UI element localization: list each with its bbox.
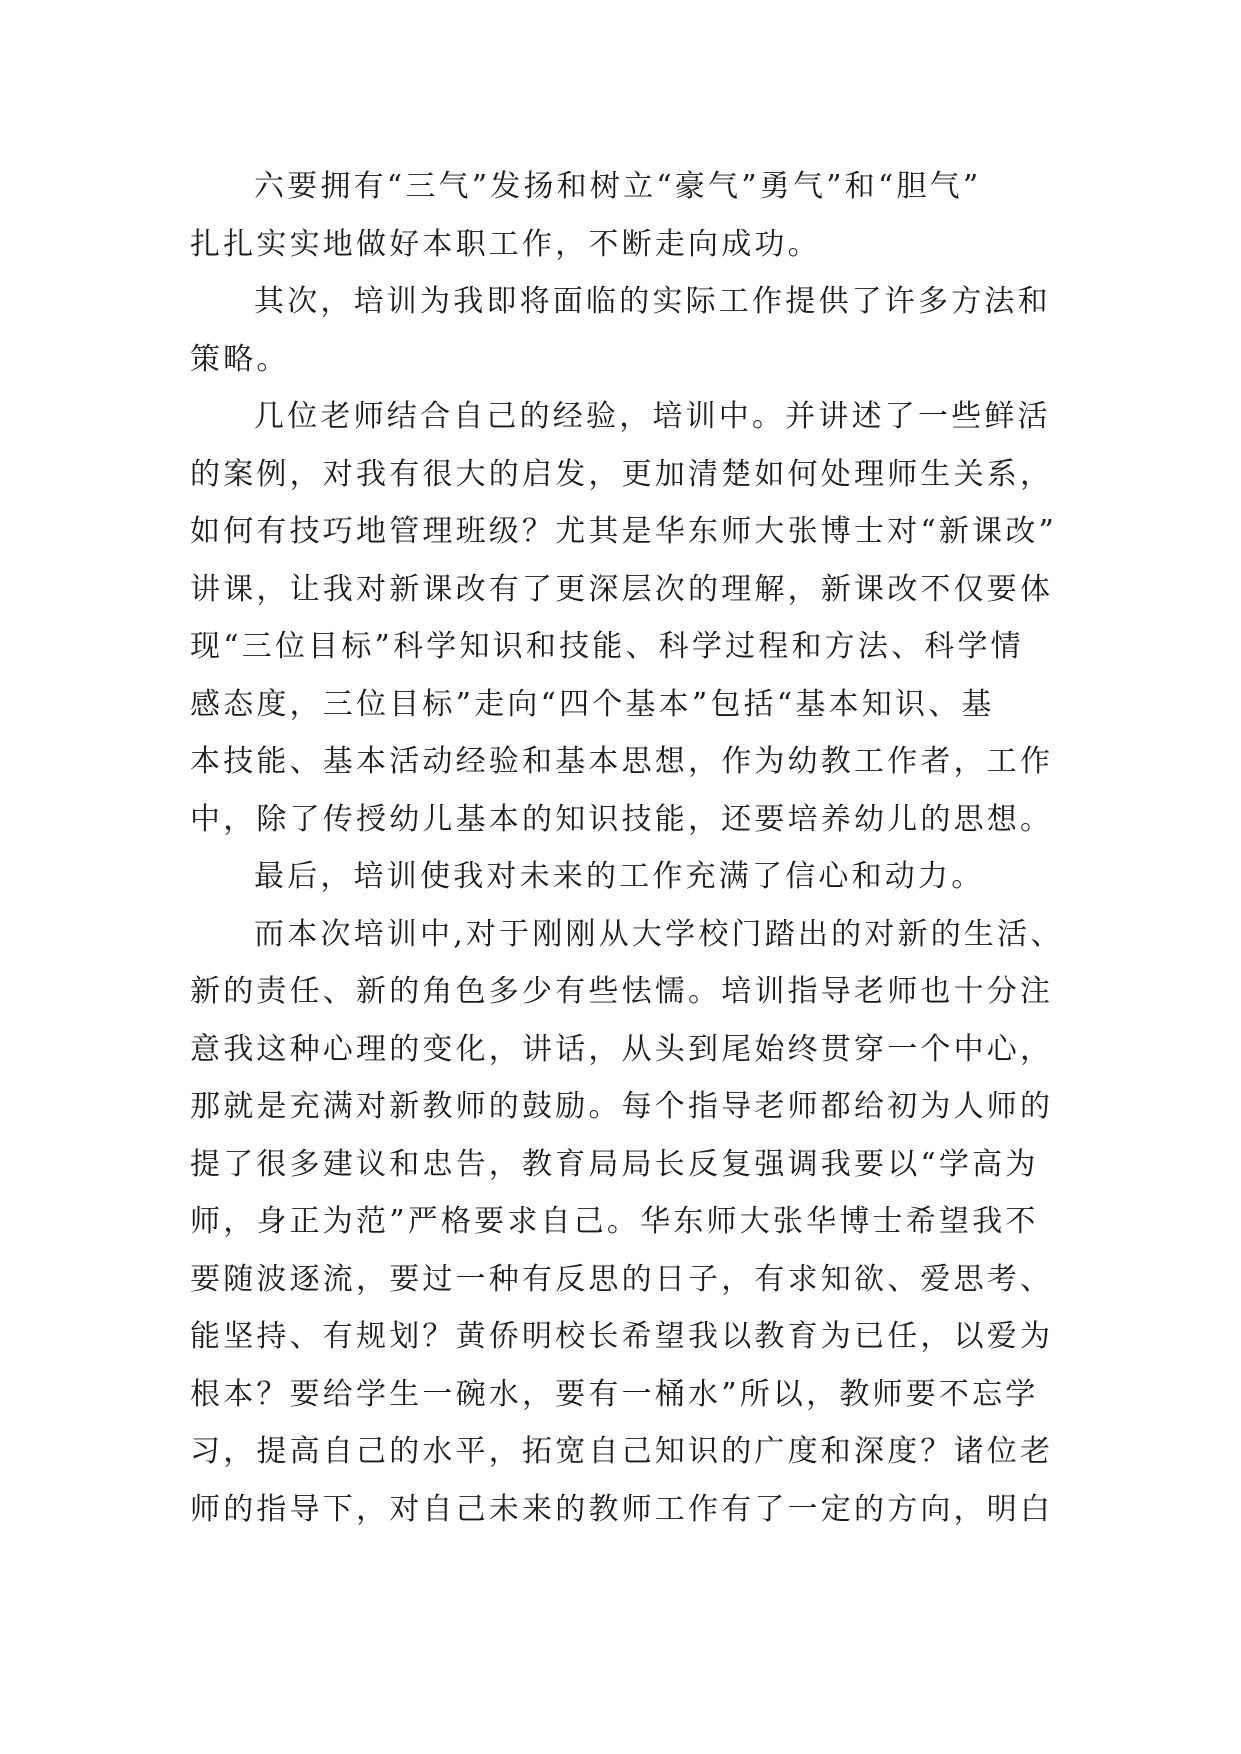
body-text — [190, 158, 1064, 1538]
text-line: 那就是充满对新教师的鼓励。每个指导老师都给初为人师的 — [190, 1089, 1054, 1124]
text-line: 意我这种心理的变化，讲话，从头到尾始终贯穿一个中心， — [190, 1031, 1054, 1067]
text-line: 的案例，对我有很大的启发，更加清楚如何处理师生关系， — [190, 456, 1054, 492]
text-line: 中，除了传授幼儿基本的知识技能，还要培养幼儿的思想。 — [190, 801, 1054, 837]
text-line: 新的责任、新的角色多少有些怯懦。培训指导老师也十分注 — [190, 974, 1054, 1009]
text-line: 本技能、基本活动经验和基本思想，作为幼教工作者，工作 — [190, 744, 1054, 779]
text-line: 习，提高自己的水平，拓宽自己知识的广度和深度？诸位老 — [190, 1434, 1054, 1469]
text-line: 扎扎实实地做好本职工作，不断走向成功。 — [190, 226, 821, 262]
text-line: 如何有技巧地管理班级？尤其是华东师大张博士对“新课改” — [190, 514, 1058, 549]
text-line: 其次，培训为我即将面临的实际工作提供了许多方法和 — [254, 284, 1051, 319]
text-line: 根本？要给学生一碗水，要有一桶水”所以，教师要不忘学 — [190, 1376, 1039, 1412]
text-line: 策略。 — [190, 341, 290, 377]
text-line: 能坚持、有规划？黄侨明校长希望我以教育为已任，以爱为 — [190, 1319, 1054, 1354]
text-line: 而本次培训中,对于刚刚从大学校门踏出的对新的生活、 — [254, 916, 1064, 952]
text-line: 现“三位目标”科学知识和技能、科学过程和方法、科学情 — [190, 629, 1024, 664]
text-line: 师，身正为范”严格要求自己。华东师大张华博士希望我不 — [190, 1204, 1039, 1239]
text-line: 师的指导下，对自己未来的教师工作有了一定的方向，明白 — [190, 1491, 1054, 1527]
text-line: 讲课，让我对新课改有了更深层次的理解，新课改不仅要体 — [190, 571, 1054, 607]
text-line: 六要拥有“三气”发扬和树立“豪气”勇气”和“胆气” — [254, 169, 982, 204]
text-line: 要随波逐流，要过一种有反思的日子，有求知欲、爱思考、 — [190, 1261, 1054, 1297]
text-line: 最后，培训使我对未来的工作充满了信心和动力。 — [254, 859, 985, 894]
text-line: 提了很多建议和忠告，教育局局长反复强调我要以“学高为 — [190, 1146, 1039, 1182]
text-line: 感态度，三位目标”走向“四个基本”包括“基本知识、基 — [190, 686, 995, 722]
text-line: 几位老师结合自己的经验，培训中。并讲述了一些鲜活 — [254, 399, 1051, 434]
